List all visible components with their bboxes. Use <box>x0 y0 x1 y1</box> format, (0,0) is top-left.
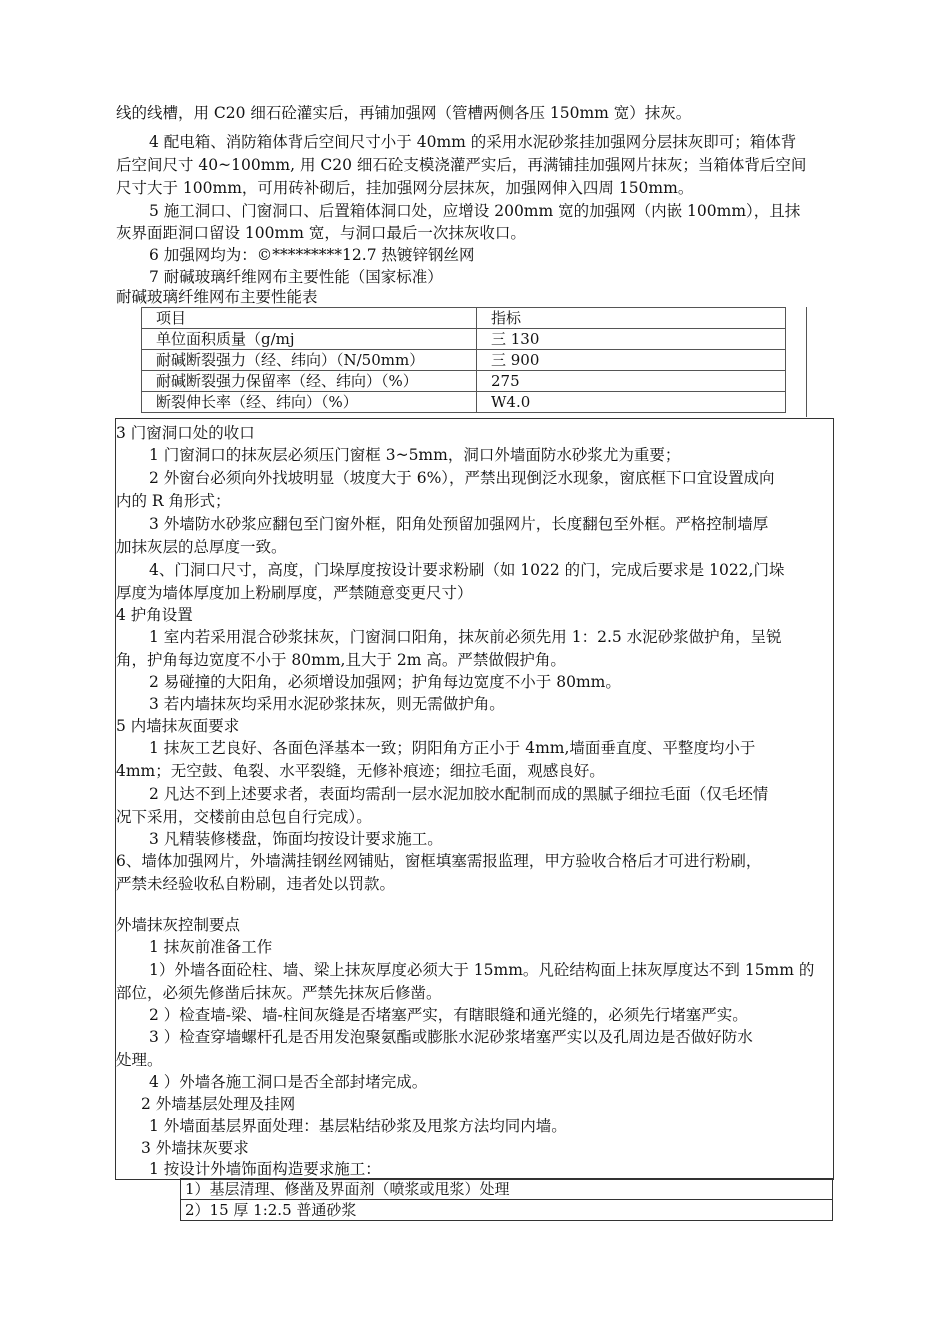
subsection-heading: 1 抹灰前准备工作 <box>149 938 273 956</box>
text-line: 厚度为墙体厚度加上粉刷厚度，严禁随意变更尺寸） <box>116 584 473 602</box>
table-cell: 2）15 厚 1:2.5 普通砂浆 <box>181 1200 833 1221</box>
text-line: 6 加强网均为：©*********12.7 热镀锌钢丝网 <box>149 246 475 264</box>
section-heading: 外墙抹灰控制要点 <box>116 916 241 934</box>
table-cell: 耐碱断裂强力（经、纬向）（N/50mm） <box>142 350 477 371</box>
text-line: 3 ）检查穿墙螺杆孔是否用发泡聚氨酯或膨胀水泥砂浆堵塞严实以及孔周边是否做好防水 <box>149 1028 753 1046</box>
table-row <box>181 1179 833 1200</box>
text-line: 线的线槽，用 C20 细石砼灌实后，再铺加强网（管槽两侧各压 150mm 宽）抹灰。 <box>116 104 692 122</box>
table-caption: 耐碱玻璃纤维网布主要性能表 <box>116 288 318 306</box>
text-line: 内的 R 角形式； <box>116 492 231 510</box>
text-line: 3 若内墙抹灰均采用水泥砂浆抹灰，则无需做护角。 <box>149 695 505 713</box>
table-row <box>142 350 786 371</box>
text-line: 1 外墙面基层界面处理：基层粘结砂浆及甩浆方法均同内墙。 <box>149 1117 567 1135</box>
text-line: 1 抹灰工艺良好、各面色泽基本一致；阴阳角方正小于 4mm,墙面垂直度、平整度均小于 <box>149 739 756 757</box>
table-cell: 275 <box>477 371 786 392</box>
text-line: 2 ）检查墙-梁、墙-柱间灰缝是否堵塞严实，有瞎眼缝和通光缝的，必须先行堵塞严实。 <box>149 1006 748 1024</box>
text-line: 3 凡精装修楼盘，饰面均按设计要求施工。 <box>149 830 443 848</box>
table-header-cell: 指标 <box>477 308 786 329</box>
text-line: 1 室内若采用混合砂浆抹灰，门窗洞口阳角，抹灰前必须先用 1：2.5 水泥砂浆做护角，呈锐 <box>149 628 782 646</box>
text-line: 2 易碰撞的大阳角，必须增设加强网；护角每边宽度不小于 80mm。 <box>149 673 621 691</box>
section-heading: 5 内墙抹灰面要求 <box>116 717 240 735</box>
section-heading: 3 门窗洞口处的收口 <box>116 424 255 442</box>
text-line: 灰界面距洞口留设 100mm 宽，与洞口最后一次抹灰收口。 <box>116 224 526 242</box>
table-header-row <box>142 308 786 329</box>
text-line: 4mm；无空鼓、龟裂、水平裂缝，无修补痕迹；细拉毛面，观感良好。 <box>116 762 605 780</box>
text-line: 4 ）外墙各施工洞口是否全部封堵完成。 <box>149 1073 428 1091</box>
text-line: 后空间尺寸 40~100mm, 用 C20 细石砼支模浇灌严实后，再满铺挂加强网片抹灰；当箱体背后空间 <box>116 156 807 174</box>
text-line: 部位，必须先修凿后抹灰。严禁先抹灰后修凿。 <box>116 984 442 1002</box>
table-row <box>142 371 786 392</box>
table-row <box>142 392 786 413</box>
table-row <box>181 1200 833 1221</box>
layers-table <box>180 1178 833 1221</box>
text-line: 2 凡达不到上述要求者，表面均需刮一层水泥加胶水配制而成的黑腻子细拉毛面（仅毛坯情 <box>149 785 769 803</box>
text-line: 1）外墙各面砼柱、墙、梁上抹灰厚度必须大于 15mm。凡砼结构面上抹灰厚度达不到 15mm 的 <box>149 961 815 979</box>
table-edge-line <box>806 307 807 417</box>
text-line: 7 耐碱玻璃纤维网布主要性能（国家标准） <box>149 268 443 286</box>
table-cell: 三 900 <box>477 350 786 371</box>
performance-table <box>141 307 786 413</box>
subsection-heading: 2 外墙基层处理及挂网 <box>141 1095 296 1113</box>
text-line: 4、门洞口尺寸，高度，门垛厚度按设计要求粉刷（如 1022 的门，完成后要求是 1022,门垛 <box>149 561 785 579</box>
text-line: 2 外窗台必须向外找坡明显（坡度大于 6%），严禁出现倒泛水现象，窗底框下口宜设置成向 <box>149 469 775 487</box>
text-line: 1 门窗洞口的抹灰层必须压门窗框 3~5mm，洞口外墙面防水砂浆尤为重要； <box>149 446 681 464</box>
table-cell: 1）基层清理、修凿及界面剂（喷浆或甩浆）处理 <box>181 1179 833 1200</box>
text-line: 1 按设计外墙饰面构造要求施工： <box>149 1160 381 1178</box>
text-line: 5 施工洞口、门窗洞口、后置箱体洞口处，应增设 200mm 宽的加强网（内嵌 100mm），且抹 <box>149 202 801 220</box>
table-cell: 耐碱断裂强力保留率（经、纬向）（%） <box>142 371 477 392</box>
table-cell: W4.0 <box>477 392 786 413</box>
text-line: 况下采用，交楼前由总包自行完成）。 <box>116 808 372 826</box>
table-cell: 断裂伸长率（经、纬向）（%） <box>142 392 477 413</box>
text-line: 角，护角每边宽度不小于 80mm,且大于 2m 高。严禁做假护角。 <box>116 651 566 669</box>
table-row <box>142 329 786 350</box>
text-line: 加抹灰层的总厚度一致。 <box>116 538 287 556</box>
subsection-heading: 3 外墙抹灰要求 <box>141 1139 249 1157</box>
text-line: 3 外墙防水砂浆应翻包至门窗外框，阳角处预留加强网片，长度翻包至外框。严格控制墙厚 <box>149 515 769 533</box>
table-header-cell: 项目 <box>142 308 477 329</box>
text-line: 严禁未经验收私自粉刷，违者处以罚款。 <box>116 875 396 893</box>
text-line: 6、墙体加强网片，外墙满挂钢丝网铺贴，窗框填塞需报监理，甲方验收合格后才可进行粉刷， <box>116 852 762 870</box>
text-line: 尺寸大于 100mm，可用砖补砌后，挂加强网分层抹灰，加强网伸入四周 150mm。 <box>116 179 694 197</box>
table-cell: 单位面积质量（g/mj <box>142 329 477 350</box>
text-line: 4 配电箱、消防箱体背后空间尺寸小于 40mm 的采用水泥砂浆挂加强网分层抹灰即可；箱体背 <box>149 133 797 151</box>
section-heading: 4 护角设置 <box>116 606 193 624</box>
text-line: 处理。 <box>116 1051 163 1069</box>
table-cell: 三 130 <box>477 329 786 350</box>
